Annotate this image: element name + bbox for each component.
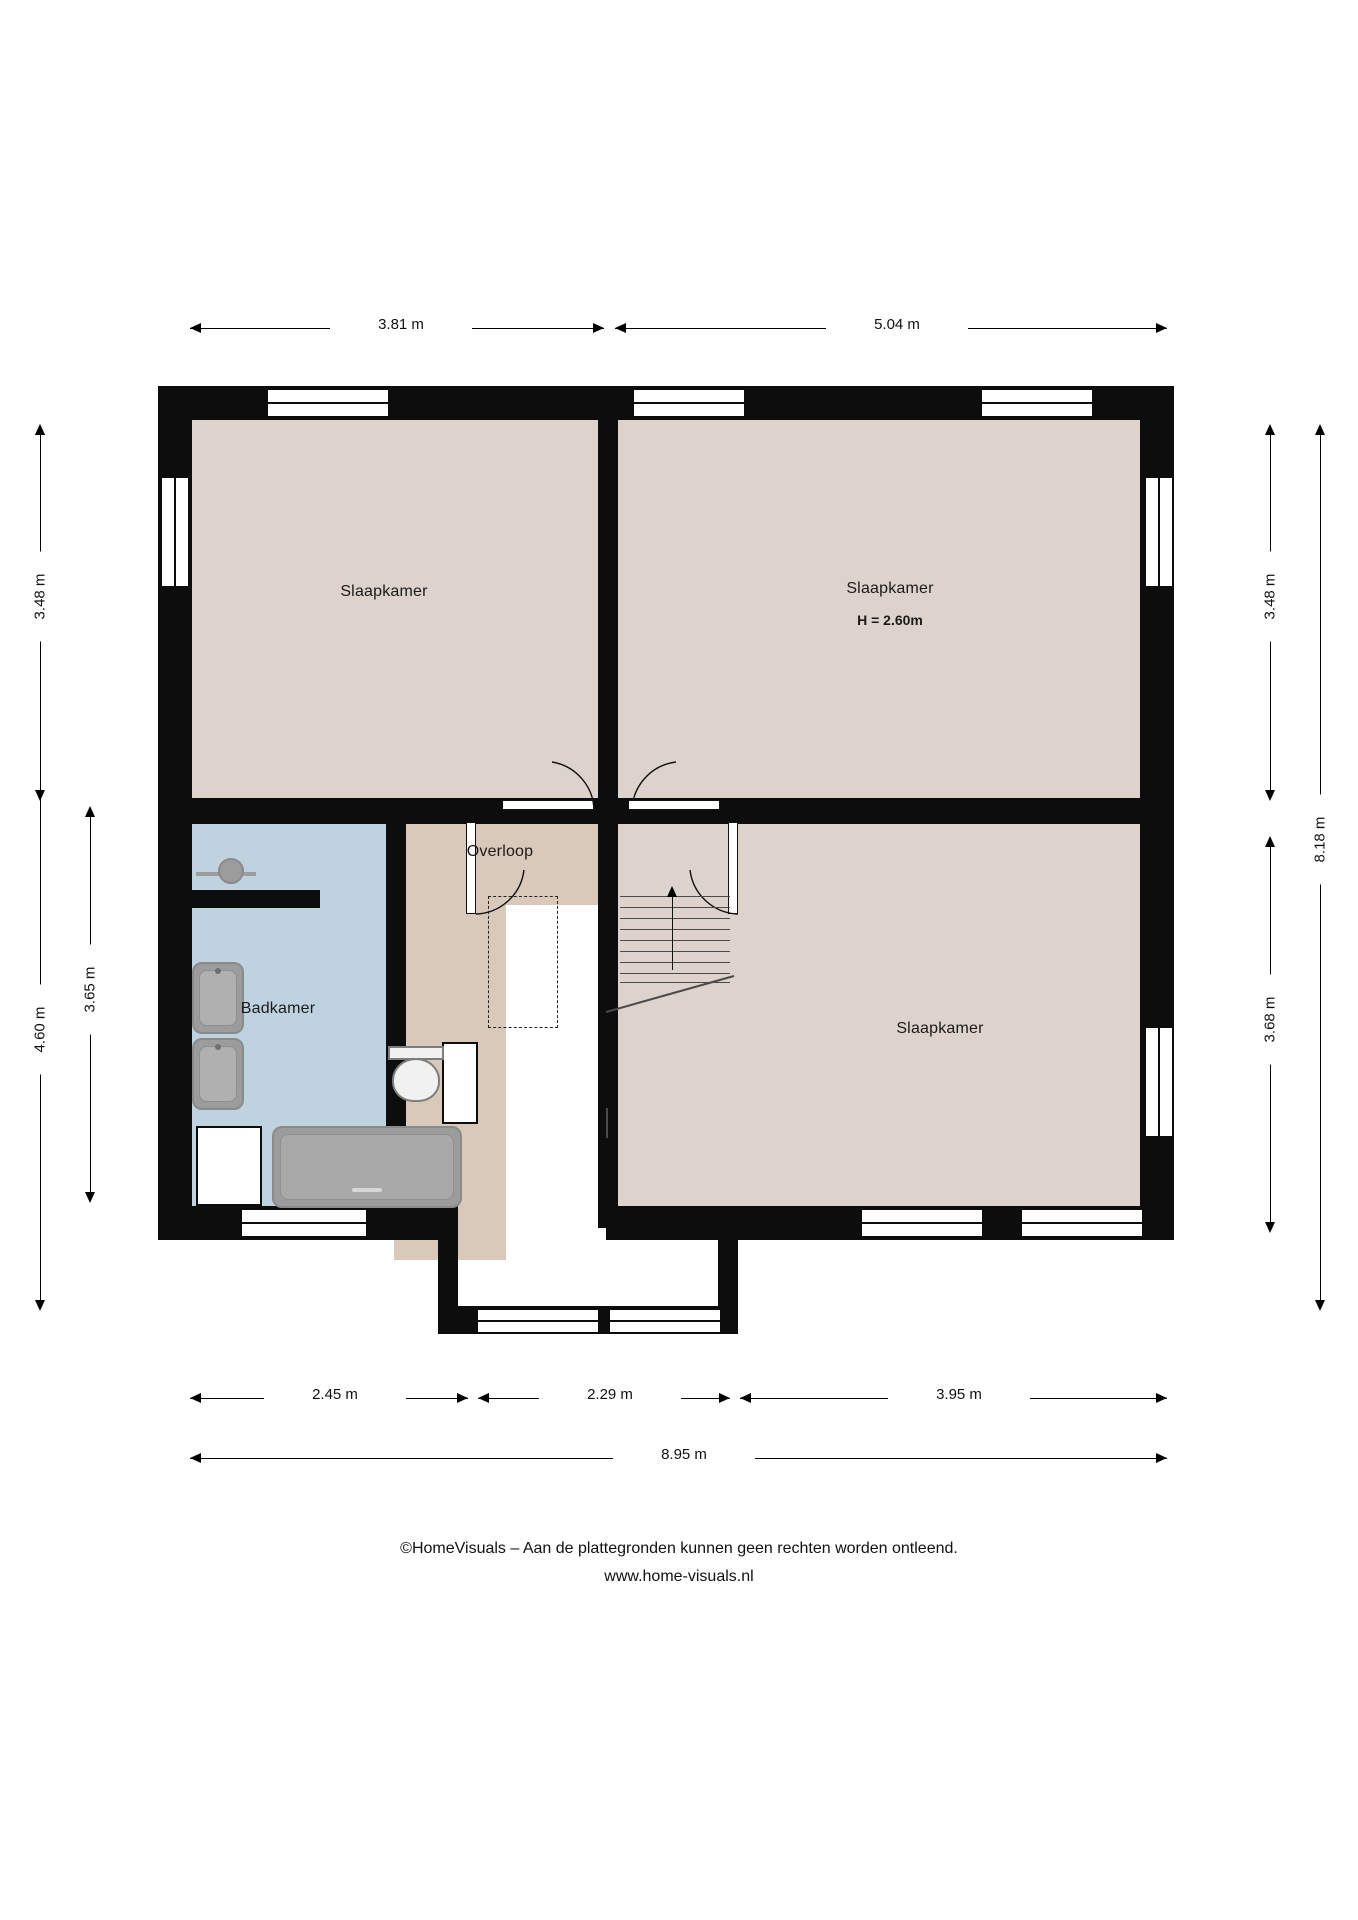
wall-bathroom-partition — [190, 890, 320, 908]
dim-bottom-1-arrow-end — [457, 1393, 468, 1403]
window-top-left — [268, 388, 388, 418]
dim-bottom-3-arrow-end — [1156, 1393, 1167, 1403]
room-fill-bedroom-right — [614, 419, 1166, 801]
wall-interior-vertical-top — [598, 410, 618, 810]
dim-left-lower-arrow-bottom — [85, 1192, 95, 1203]
dim-bottom-1-label: 2.45 m — [264, 1386, 406, 1403]
dim-bottom-3-label: 3.95 m — [888, 1386, 1030, 1403]
window-top-middle — [634, 388, 744, 418]
dim-left-lower-label: 3.65 m — [76, 945, 105, 1035]
room-height-bedroom-right: H = 2.60m — [857, 612, 923, 628]
dim-right-outer-arrow-bottom — [1315, 1300, 1325, 1311]
stair-direction-arrow — [667, 886, 677, 897]
dim-left-outer-arrow-bottom — [35, 1300, 45, 1311]
room-label-bathroom: Badkamer — [240, 1000, 316, 1017]
stair-void-dashed — [488, 896, 558, 1028]
dim-overall-arrow-start — [190, 1453, 201, 1463]
room-label-bedroom-lower-right: Slaapkamer — [896, 1020, 984, 1037]
dim-overall-arrow-end — [1156, 1453, 1167, 1463]
dim-top-left-label: 3.81 m — [330, 316, 472, 333]
room-label-landing: Overloop — [466, 843, 534, 860]
dim-bottom-1-arrow-start — [190, 1393, 201, 1403]
sink-lower-icon — [192, 1038, 244, 1110]
window-right-upper — [1144, 478, 1174, 586]
window-bottom-left — [242, 1208, 366, 1238]
dim-left-lower-arrow-top — [85, 806, 95, 817]
dim-right-upper-arrow-top — [1265, 424, 1275, 435]
room-label-bedroom-left: Slaapkamer — [340, 583, 428, 600]
room-fill-bedroom-left — [162, 419, 606, 801]
window-left-upper — [160, 478, 190, 586]
dim-top-right-arrow-end — [1156, 323, 1167, 333]
door-swing-bedroom-left — [502, 760, 602, 820]
stairwell-divider — [606, 1108, 608, 1138]
dim-left-upper-arrow-bottom — [35, 790, 45, 801]
dim-top-right-label: 5.04 m — [826, 316, 968, 333]
toilet-niche — [442, 1042, 478, 1124]
window-right-lower — [1144, 1028, 1174, 1136]
door-leaf-bedroom-right[interactable] — [628, 800, 720, 810]
toilet-cistern-icon — [388, 1046, 444, 1060]
shower-head-icon — [218, 858, 244, 884]
wall-landing-right — [718, 1206, 738, 1334]
window-landing-bottom-1 — [478, 1308, 598, 1334]
dim-right-upper-arrow-bottom — [1265, 790, 1275, 801]
dim-left-upper-label: 3.48 m — [26, 552, 55, 642]
dim-overall-label: 8.95 m — [613, 1446, 755, 1463]
dim-right-lower-arrow-top — [1265, 836, 1275, 847]
sink-upper-icon — [192, 962, 244, 1034]
bathtub-icon — [272, 1126, 462, 1208]
window-top-right — [982, 388, 1092, 418]
dim-right-lower-label: 3.68 m — [1256, 975, 1285, 1065]
window-landing-bottom-2 — [610, 1308, 720, 1334]
dim-top-right-arrow-start — [615, 323, 626, 333]
dim-left-upper-arrow-top — [35, 424, 45, 435]
dim-right-lower-arrow-bottom — [1265, 1222, 1275, 1233]
door-swing-bedroom-right — [624, 760, 724, 820]
footer-website: www.home-visuals.nl — [604, 1568, 754, 1585]
bathroom-cabinet — [196, 1126, 262, 1206]
dim-left-outer-label: 4.60 m — [26, 985, 55, 1075]
window-bottom-right-2 — [1022, 1208, 1142, 1238]
dim-right-outer-label: 8.18 m — [1306, 795, 1335, 885]
footer-copyright: ©HomeVisuals – Aan de plattegronden kunnen geen rechten worden ontleend. — [400, 1540, 958, 1557]
stair-direction-line — [672, 896, 673, 970]
room-label-bedroom-right: Slaapkamer — [846, 580, 934, 597]
window-bottom-right-1 — [862, 1208, 982, 1238]
dim-bottom-2-label: 2.29 m — [539, 1386, 681, 1403]
dim-bottom-3-arrow-start — [740, 1393, 751, 1403]
stair-break-line — [606, 960, 742, 1020]
dim-top-left-arrow-end — [593, 323, 604, 333]
dim-right-outer-arrow-top — [1315, 424, 1325, 435]
dim-bottom-2-arrow-end — [719, 1393, 730, 1403]
toilet-icon — [392, 1058, 440, 1102]
dim-top-left-arrow-start — [190, 323, 201, 333]
dim-bottom-2-arrow-start — [478, 1393, 489, 1403]
dim-right-upper-label: 3.48 m — [1256, 552, 1285, 642]
